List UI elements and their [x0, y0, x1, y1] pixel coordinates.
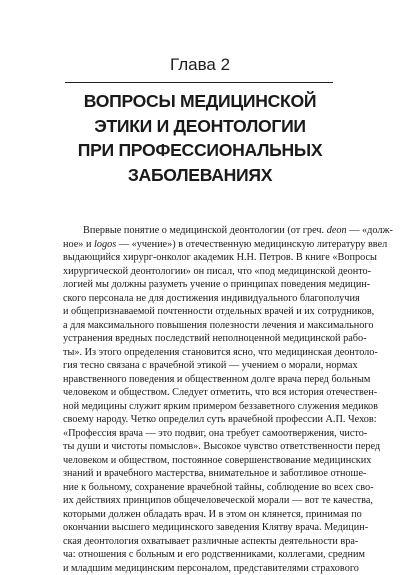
body-text-line: окончании высшего медицинского заведения Клятву врача. Медицин- — [63, 521, 331, 535]
chapter-title-line: ПРИ ПРОФЕССИОНАЛЬНЫХ — [20, 138, 380, 163]
body-text-line: ского персонала не для достижения индивидуального благополучия — [63, 292, 331, 306]
body-text-line: ская деонтология охватывает различные аспекты деятельности вра- — [63, 535, 331, 549]
chapter-title — [20, 89, 380, 187]
body-text-line: ча: отношения с больным и его родственниками, коллегами, средним — [63, 548, 331, 562]
chapter-divider — [65, 82, 333, 83]
body-text-line: нравственного поведения и общественном долге врача перед больным — [63, 373, 331, 387]
body-text-line: и общепризнаваемой почтенности отдельных врачей и их сотрудников, — [63, 305, 331, 319]
chapter-title-line: ВОПРОСЫ МЕДИЦИНСКОЙ — [20, 89, 380, 114]
body-text-line: логией мы должны разуметь учение о принципах поведения медицин- — [63, 278, 331, 292]
body-text-line: человеком и обществом, постоянное совершенствование медицинских — [63, 454, 331, 468]
body-text-line: «Профессия врача — это подвиг, она требует самоотвержения, чисто- — [63, 427, 331, 441]
body-text-line: своему народу. Четко определил суть врачебной профессии А.П. Чехов: — [63, 413, 331, 427]
body-text-line: выдающийся хирург-онколог академик Н.Н. Петров. В книге «Вопросы — [63, 251, 331, 265]
body-text-line: ты души и чистоты помыслов». Высокое чувство ответственности перед — [63, 440, 331, 454]
body-text-line: ное» и logos — «учение») в отечественную медицинскую литературу ввел — [63, 238, 331, 252]
body-text-line: устранения вредных последствий неполноценной медицинской рабо- — [63, 332, 331, 346]
body-text-line: их действиях принципов общечеловеческой морали — вот те качества, — [63, 494, 331, 508]
chapter-title-line: ЭТИКИ И ДЕОНТОЛОГИИ — [20, 114, 380, 139]
body-text-line: человеком и обществом. Следует отметить, что вся история отечествен- — [63, 386, 331, 400]
chapter-label: Глава 2 — [0, 55, 400, 75]
body-text-line: ной медицины служит ярким примером беззаветного служения медиков — [63, 400, 331, 414]
body-text-line: а для максимального повышения полезности лечения и максимального — [63, 319, 331, 333]
body-text-line: гия тесно связана с врачебной этикой — учением о морали, нормах — [63, 359, 331, 373]
body-text-line: ние к больному, сохранение врачебной тайны, соблюдение во всех сво- — [63, 481, 331, 495]
body-text-line: и младшим медицинским персоналом, представителями страхового — [63, 562, 331, 575]
body-text-line: знаний и врачебного мастерства, внимательное и заботливое отноше- — [63, 467, 331, 481]
chapter-title-line: ЗАБОЛЕВАНИЯХ — [20, 163, 380, 188]
body-text-line: хирургической деонтологии» он писал, что «под медицинской деонто- — [63, 265, 331, 279]
body-text-line: ты». Из этого определения становится ясно, что медицинская деонтоло- — [63, 346, 331, 360]
body-text-line: которыми должен обладать врач. И в этом он клянется, принимая по — [63, 508, 331, 522]
body-paragraph — [63, 224, 331, 575]
body-text-line: Впервые понятие о медицинской деонтологии (от греч. deon — «долж- — [63, 224, 331, 238]
